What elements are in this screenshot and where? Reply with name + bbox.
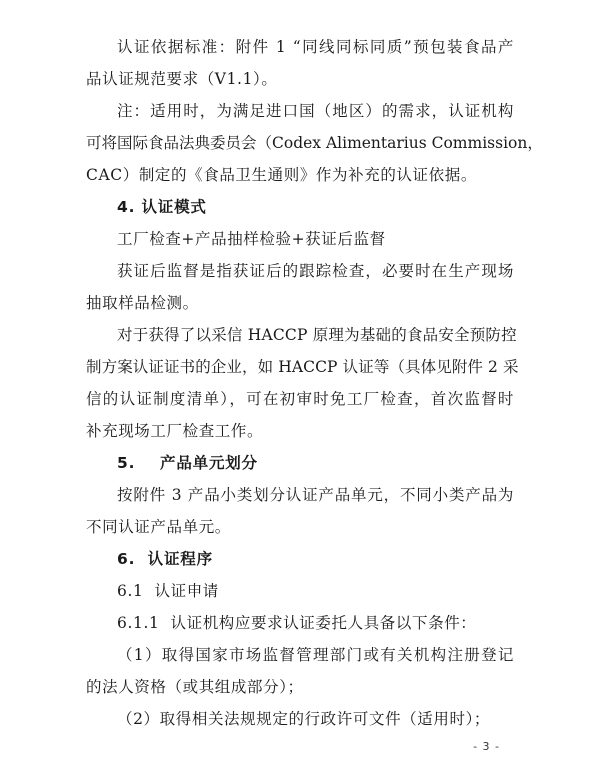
subsection-heading: 6.1.1 认证机构应要求认证委托人具备以下条件： (117, 614, 477, 632)
paragraph-line: 制方案认证证书的企业，如 HACCP 认证等（具体见附件 2 采 (86, 358, 519, 376)
list-item-line: 的法人资格（或其组成部分）； (86, 678, 304, 696)
paragraph-line: CAC）制定的《食品卫生通则》作为补充的认证依据。 (86, 166, 477, 184)
paragraph-line: 注：适用时，为满足进口国（地区）的需求，认证机构 (117, 102, 514, 120)
subsection-heading: 6.1 认证申请 (117, 582, 219, 600)
section-heading: 4. 认证模式 (117, 198, 207, 216)
paragraph-line: 补充现场工厂检查工作。 (86, 422, 264, 440)
page-number: - 3 - (473, 740, 500, 753)
paragraph-line: 可将国际食品法典委员会（Codex Alimentarius Commission， (86, 134, 543, 152)
list-item-line: （2）取得相关法规规定的行政许可文件（适用时）； (117, 710, 491, 728)
paragraph-line: 按附件 3 产品小类划分认证产品单元，不同小类产品为 (117, 486, 514, 504)
paragraph-line: 信的认证制度清单），可在初审时免工厂检查，首次监督时 (86, 390, 514, 408)
paragraph-line: 抽取样品检测。 (86, 294, 199, 312)
paragraph-line: 获证后监督是指获证后的跟踪检查，必要时在生产现场 (117, 262, 514, 280)
paragraph-line: 对于获得了以采信 HACCP 原理为基础的食品安全预防控 (117, 326, 517, 344)
list-item-line: （1）取得国家市场监督管理部门或有关机构注册登记 (117, 646, 514, 664)
section-heading: 5. 产品单元划分 (117, 454, 258, 472)
paragraph-line: 认证依据标准：附件 1 “同线同标同质”预包装食品产 (117, 38, 514, 56)
paragraph-line: 不同认证产品单元。 (86, 518, 231, 536)
paragraph-line: 工厂检查+产品抽样检验+获证后监督 (117, 230, 386, 248)
section-heading: 6. 认证程序 (117, 550, 213, 568)
paragraph-line: 品认证规范要求（V1.1）。 (86, 70, 278, 88)
